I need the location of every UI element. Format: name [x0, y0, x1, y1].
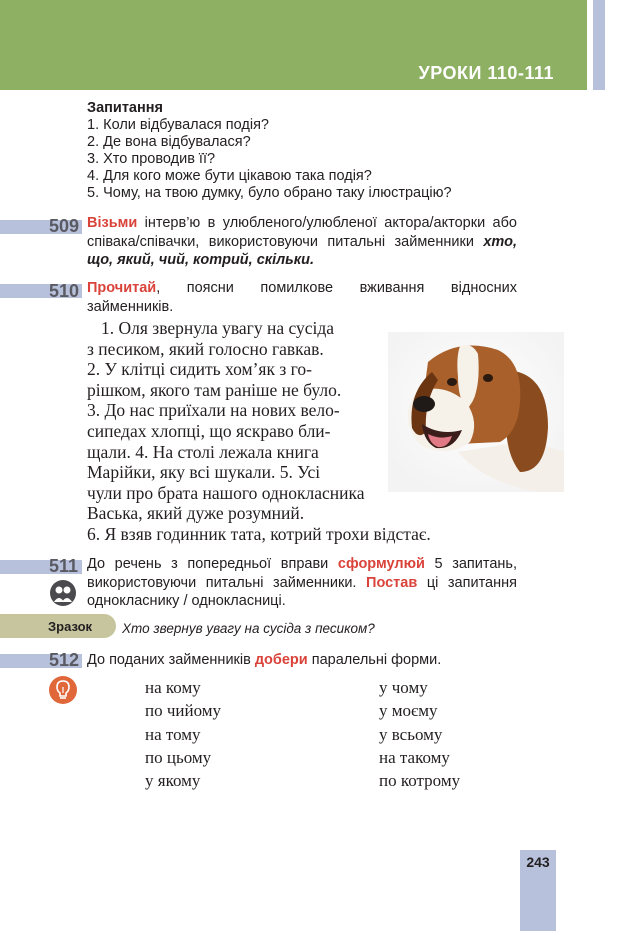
exercise-verb: Візьми	[87, 215, 138, 231]
question-item: 1. Коли відбувалася подія?	[87, 117, 269, 133]
sample-text: Хто звернув увагу на сусіда з песиком?	[122, 621, 375, 636]
pronoun-form: на тому	[145, 724, 201, 744]
left-forms-column	[145, 676, 221, 792]
pronoun-form: на кому	[145, 678, 201, 697]
sentence-line: 1. Оля звернула увагу на сусіда	[101, 318, 335, 338]
pronoun-form: у якому	[145, 771, 201, 791]
questions-block	[87, 100, 527, 202]
exercise-verb: Прочитай	[87, 280, 157, 296]
exercise-text-part: До поданих займенників	[87, 652, 255, 668]
pronoun-form: у чому	[379, 678, 428, 697]
exercise-number-509: 509	[49, 216, 80, 236]
exercise-text-part: інтерв’ю в улюбленого/улюбленої актора/акторки або співака/співачки, використовуючи питальні займенники	[87, 215, 517, 250]
pair-work-icon	[50, 580, 76, 606]
pronoun-form: по цьому	[145, 747, 212, 767]
exercise-509-text	[87, 214, 517, 270]
sentence-line: Васька, який дуже розумний.	[87, 503, 305, 524]
exercise-text-part: 5 запитань, використовуючи питальні займенники.	[87, 556, 517, 591]
exercise-number-512: 512	[49, 650, 80, 670]
sentence-line: з песиком, який голосно гавкав.	[87, 338, 324, 359]
exercise-verb: Постав	[366, 574, 418, 591]
sentence-line: 6. Я взяв годинник тата, котрий трохи відстає.	[87, 523, 431, 544]
right-forms-column	[379, 676, 460, 792]
sentence-line: щали. 4. На столі лежала книга	[87, 441, 319, 462]
exercise-verb: добери	[254, 652, 308, 668]
pronoun-list: хто, що, який, чий, котрий, скільки.	[87, 233, 517, 268]
sentence-line: чули про брата нашого однокласника	[87, 482, 365, 503]
question-item: 5. Чому, на твою думку, було обрано таку ілюстрацію?	[87, 185, 452, 201]
header-side-stripe	[593, 0, 605, 90]
question-item: 4. Для кого може бути цікавою така подія?	[87, 168, 372, 184]
question-item: 2. Де вона відбувалася?	[87, 134, 251, 150]
exercise-number-511: 511	[49, 556, 79, 576]
pronoun-form: на такому	[379, 747, 450, 767]
questions-title: Запитання	[87, 100, 163, 116]
exercise-510-text	[87, 279, 517, 316]
sentence-line: рішком, якого там раніше не було.	[87, 379, 342, 400]
beagle-illustration	[388, 332, 564, 492]
lightbulb-icon	[49, 676, 77, 704]
exercise-text-part: До речень з попередньої вправи	[87, 556, 338, 572]
exercise-511-text	[87, 555, 517, 611]
sentence-line: сипедах хлопці, що яскраво бли-	[87, 420, 331, 441]
exercise-text-part: паралельні форми.	[307, 652, 442, 668]
pronoun-form: по котрому	[379, 771, 461, 791]
page-number: 243	[526, 854, 550, 870]
exercise-text-part: ці запитання однокласнику / однокласниці.	[87, 574, 517, 609]
pronoun-form: по чийому	[145, 701, 222, 721]
sentence-line: 3. До нас приїхали на нових вело-	[87, 400, 340, 421]
exercise-text-part: , поясни помилкове вживання відносних займенників.	[87, 280, 517, 315]
exercise-number-510: 510	[49, 281, 80, 301]
exercise-verb: сформулюй	[337, 556, 425, 572]
pronoun-form: у всьому	[379, 724, 443, 744]
lesson-title: УРОКИ 110-111	[418, 63, 554, 83]
sentence-line: Марійки, яку всі шукали. 5. Усі	[87, 462, 321, 483]
sentence-line: 2. У клітці сидить хом’як з го-	[87, 359, 312, 380]
question-item: 3. Хто проводив її?	[87, 151, 216, 167]
sample-label: Зразок	[48, 619, 93, 634]
exercise-512-text	[87, 651, 517, 670]
pronoun-form: у моєму	[379, 701, 438, 721]
